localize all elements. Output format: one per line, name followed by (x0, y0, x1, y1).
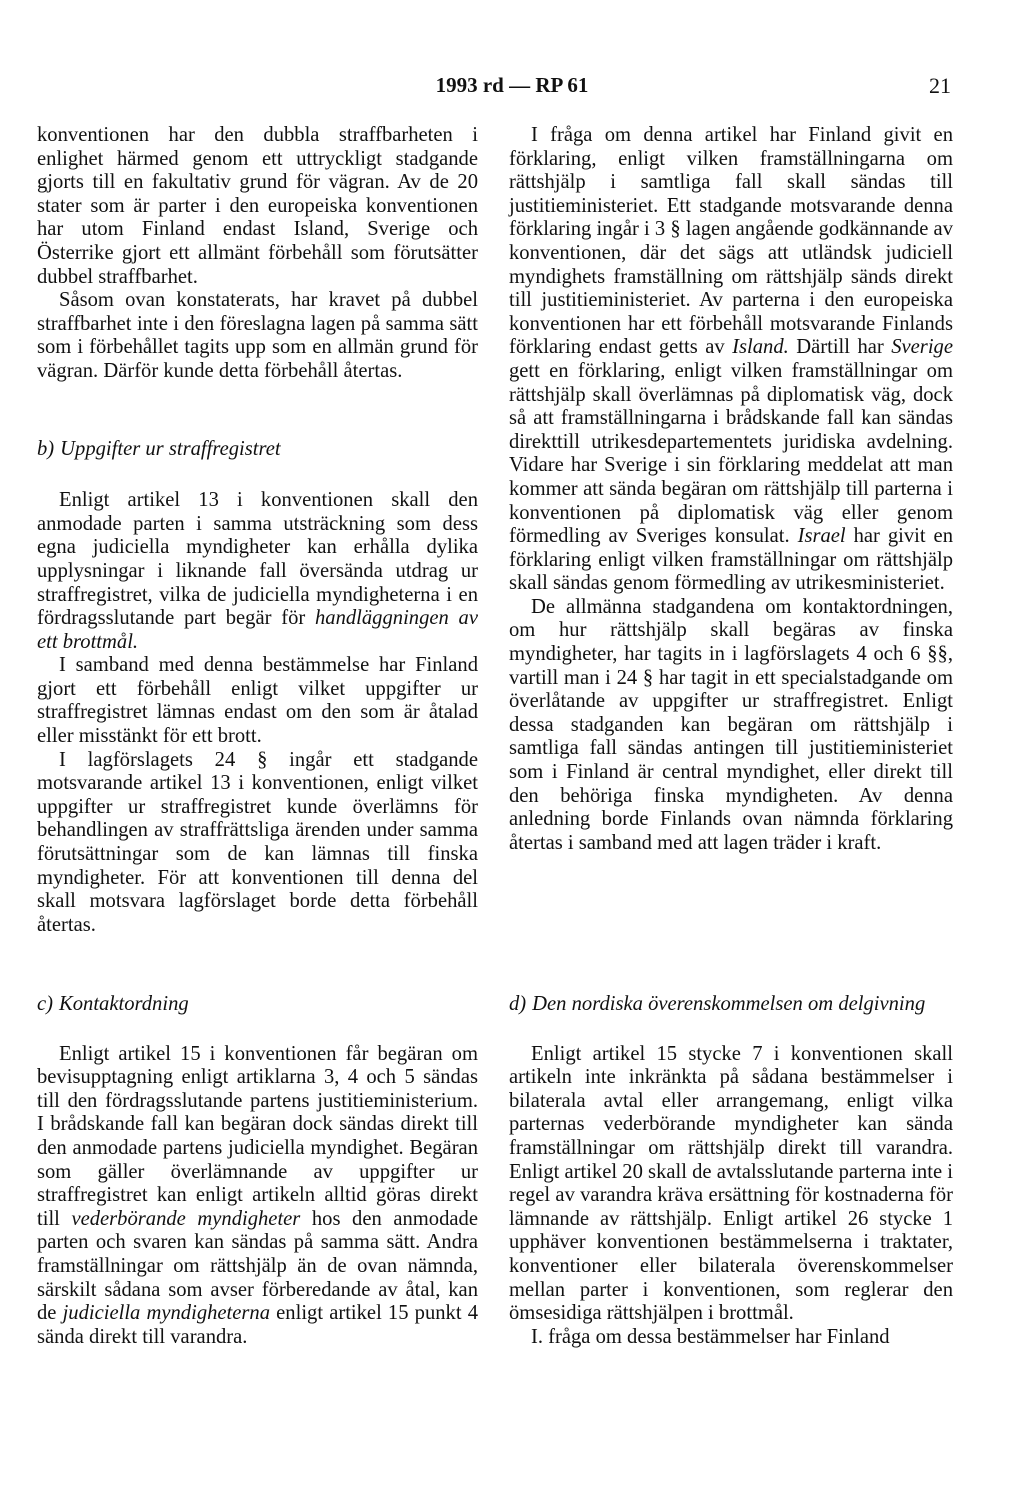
paragraph: De allmänna stadgandena om kontaktordningen, om hur rättshjälp skall begäras av finska myndigheter, har tagits in i lagförslagets 4 och 6 §§, vartill man i 24 § har tagit in ett specialstadgande om överlåtande av uppgifter ur straffregistret. Enligt dessa stadganden kan begäran om rättshjälp i samtliga fall sändas antingen till justitieministeriet som i Finland är central myndighet, eller direkt till den behöriga finska myndigheten. Av denna anledning borde Finlands ovan nämnda förklaring återtas i samband med att lagen träder i kraft. (509, 595, 953, 854)
section-label: c) (37, 993, 53, 1015)
emphasis: Sverige (891, 336, 953, 359)
left-column-top (37, 124, 478, 937)
paragraph: konventionen har den dubbla straffbarheten i enlighet härmed genom ett uttryckligt stadgande gjorts till en fakultativ grund för vägran. Av de 20 stater som är parter i den europeiska konventionen har utom Finland endast Island, Sverige och Österrike gjort ett allmänt förbehåll som förutsätter dubbel straffbarhet. (37, 124, 478, 288)
paragraph: Enligt artikel 15 stycke 7 i konventionen skall artikeln inte inkränkta på sådana bestämmelser i bilaterala avtal eller arrangemang, enligt vilka parternas vederbörande myndigheter kan sända framställningar om rättshjälp direkt till varandra. Enligt artikel 20 skall de avtalsslutande parterna inte i regel av varandra kräva ersättning för kostnaderna för lämnande av rättshjälp. Enligt artikel 26 stycke 1 upphäver konventionen bestämmelserna i traktater, konventioner eller bilaterala överenskommelser mellan parter i konventionen, som reglerar den ömsesidiga rättshjälpen i brottmål. (509, 1042, 953, 1325)
paragraph (509, 124, 953, 596)
paragraph-text: Därtill har (788, 336, 892, 359)
emphasis: judiciella myndigheterna (62, 1302, 271, 1325)
emphasis: vederbörande myndigheter (71, 1207, 301, 1230)
emphasis: Island. (732, 336, 789, 359)
section-heading-d (509, 993, 953, 1017)
paragraph-text: gett en förklaring, enligt vilken framställningar om rättshjälp skall överlämnas på diplomatisk väg, dock så att framställningarna i brådskande fall kan sändas direkttill utrikesdepartementets juridiska avdelning. Vidare har Sverige i sin förklaring meddelat att man kommer att sända begäran om rättshjälp till parterna i konventionen på diplomatisk väg eller genom förmedling av Sveriges konsulat. (509, 359, 953, 548)
paragraph: I samband med denna bestämmelse har Finland gjort ett förbehåll enligt vilket uppgifter ur straffregistret lämnas endast om den som är åtalad eller misstänkt för ett brott. (37, 654, 478, 748)
section-title: Den nordiska överenskommelsen om delgivning (532, 993, 926, 1015)
paragraph (37, 489, 478, 654)
emphasis: handläggningen av ett brottmål. (37, 607, 478, 653)
section-label: b) (37, 437, 55, 460)
paragraph-text: Enligt artikel 15 i konventionen får begäran om bevisupptagning enligt artiklarna 3, 4 och 5 sändas till den fördragsslutande partens justitieministerium. I brådskande fall kan begäran dock sändas direkt till den anmodade partens judiciella myndighet. Begäran som gäller överlämnande av uppgifter ur straffregistret kan enligt artikeln alltid göras direkt till (37, 1042, 478, 1230)
paragraph-text: Enligt artikel 13 i konventionen skall den anmodade parten i samma utsträckning som dess egna judiciella myndigheter kan erhålla dylika upplysningar i liknande fall översända utdrag ur straffregistret, vilka de judiciella myndigheterna i en fördragsslutande part begär för (37, 489, 478, 630)
section-heading-b (37, 438, 478, 462)
section-label: d) (509, 993, 527, 1015)
paragraph (37, 1043, 478, 1350)
right-column-top (509, 124, 953, 855)
paragraph-text: har givit en förklaring enligt vilken framställningar om rättshjälp skall sändas genom förmedling av utrikesministeriet. (509, 525, 953, 595)
paragraph: Såsom ovan konstaterats, har kravet på dubbel straffbarhet inte i den föreslagna lagen på samma sätt som i förbehållet tagits upp som en allmän grund för vägran. Därför kunde detta förbehåll återtas. (37, 289, 478, 382)
paragraph-text: enligt artikel 15 punkt 4 sända direkt till varandra. (37, 1302, 478, 1348)
page-number: 21 (929, 73, 951, 98)
section-heading-c (37, 993, 478, 1017)
right-column-bottom (509, 993, 953, 1349)
paragraph-text: I fråga om denna artikel har Finland givit en förklaring, enligt vilken framställningarna om rättshjälp i samtliga fall skall sändas till justitieministeriet. Ett stadgande motsvarande denna förklaring ingår i 3 § lagen angående godkännande av konventionen, där det sägs att utländsk judiciell myndighets framställning om rättshjälp sänds direkt till justitieministeriet. Av parterna i den europeiska konventionen har ett förbehåll motsvarande Finlands förklaring endast getts av (509, 124, 953, 359)
section-title: Kontaktordning (59, 993, 189, 1015)
left-column-bottom (37, 993, 478, 1349)
emphasis: Israel (797, 525, 846, 548)
document-reference: 1993 rd — RP 61 (435, 73, 589, 97)
paragraph-text: hos den anmodade parten och svaren kan sändas på samma sätt. Andra framställningar om rättshjälp än de ovan nämnda, särskilt sådana som avser förberedande av åtal, kan de (37, 1207, 478, 1325)
paragraph: I. fråga om dessa bestämmelser har Finland (531, 1325, 890, 1348)
page-header (0, 73, 1024, 105)
section-title: Uppgifter ur straffregistret (60, 437, 281, 460)
paragraph: I lagförslagets 24 § ingår ett stadgande motsvarande artikel 13 i konventionen, enligt vilket uppgifter ur straffregistret kunde överlämns för behandlingen av straffrättsliga ärenden under samma förutsättningar som de kan lämnas till finska myndigheter. För att konventionen till denna del skall motsvara lagförslaget borde detta förbehåll återtas. (37, 748, 478, 936)
